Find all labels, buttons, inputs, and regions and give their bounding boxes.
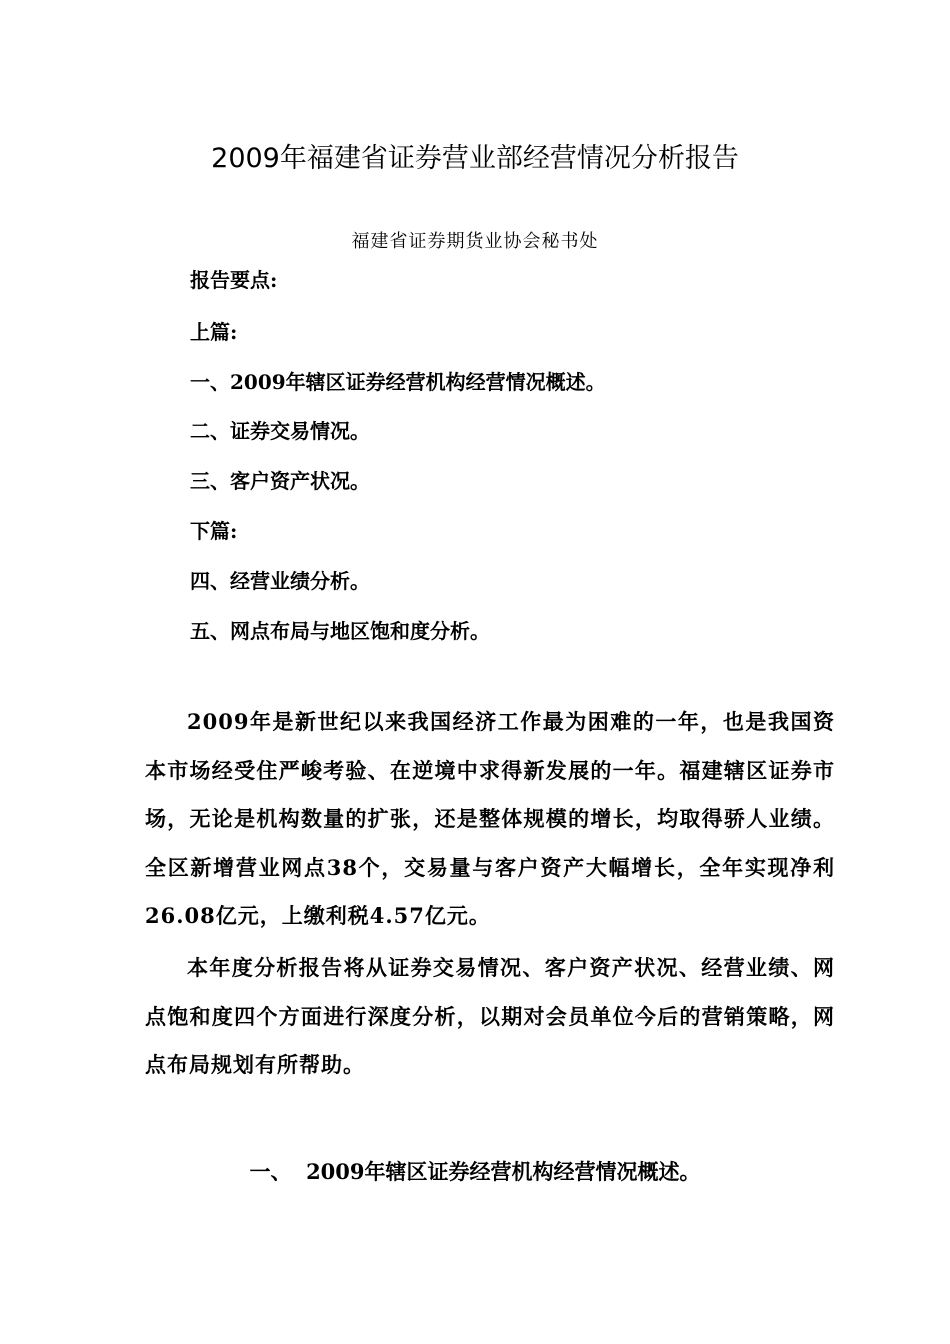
part-one-label: 上篇: [190,320,238,344]
summary-item: 五、网点布局与地区饱和度分析。 [190,619,490,643]
part-two-label: 下篇: [190,519,238,543]
section-heading: 一、 2009年辖区证券经营机构经营情况概述。 [249,1159,701,1184]
summary-item: 一、2009年辖区证券经营机构经营情况概述。 [190,370,606,394]
summary-heading: 报告要点: [190,268,278,292]
summary-item: 三、客户资产状况。 [190,469,370,493]
document-title: 2009年福建省证券营业部经营情况分析报告 [211,143,739,174]
summary-item: 四、经营业绩分析。 [190,569,370,593]
body-paragraph: 2009年是新世纪以来我国经济工作最为困难的一年，也是我国资本市场经受住严峻考验、在逆境中求得新发展的一年。福建辖区证券市场，无论是机构数量的扩张，还是整体规模的增长，均取得骄人业绩。全区新增营业网点38个，交易量与客户资产大幅增长，全年实现净利26.08亿元，上缴利税4.57亿元。 [145,709,835,928]
summary-item: 二、证券交易情况。 [190,419,370,443]
body-paragraph: 本年度分析报告将从证券交易情况、客户资产状况、经营业绩、网点饱和度四个方面进行深度分析，以期对会员单位今后的营销策略，网点布局规划有所帮助。 [145,955,835,1077]
document-author: 福建省证券期货业协会秘书处 [351,231,599,252]
